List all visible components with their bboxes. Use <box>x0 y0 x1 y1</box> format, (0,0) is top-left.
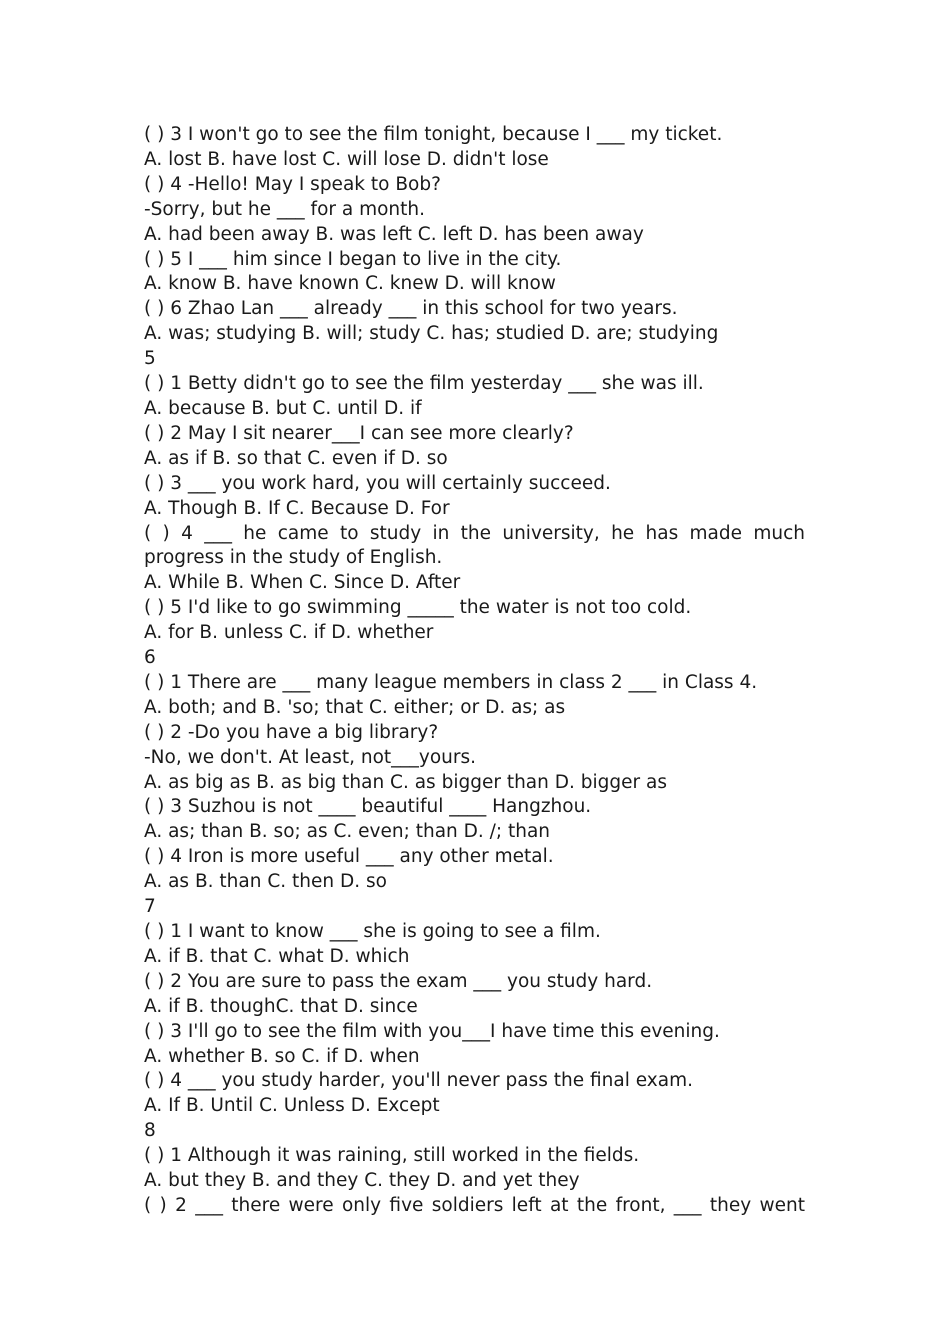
question-text: ( ) 3 Suzhou is not ____ beautiful ____ Hangzhou. <box>144 796 592 818</box>
options-line: A. but they B. and they C. they D. and yet they <box>144 1170 580 1192</box>
section-number-7: 7 <box>144 896 156 918</box>
options-line: A. lost B. have lost C. will lose D. didn't lose <box>144 148 549 170</box>
question-text: ( ) 2 -Do you have a big library? <box>144 721 439 743</box>
options-line: A. as B. than C. then D. so <box>144 871 387 893</box>
question-text-continuation: progress in the study of English. <box>144 547 443 569</box>
question-text: ( ) 1 Although it was raining, still worked in the fields. <box>144 1145 640 1167</box>
options-line: A. both; and B. 'so; that C. either; or D. as; as <box>144 696 566 718</box>
question-4-header: ( ) 4 -Hello! May I speak to Bob? <box>144 173 441 195</box>
question-text: ( ) 1 There are ___ many league members in class 2 ___ in Class 4. <box>144 671 758 693</box>
question-text: ( ) 3 I'll go to see the film with you___I have time this evening. <box>144 1020 720 1042</box>
options-line: A. If B. Until C. Unless D. Except <box>144 1095 440 1117</box>
question-text: ( ) 5 I'd like to go swimming _____ the water is not too cold. <box>144 597 692 619</box>
question-text: ( ) 3 ___ you work hard, you will certainly succeed. <box>144 472 611 494</box>
options-line: A. if B. thoughC. that D. since <box>144 995 418 1017</box>
section-number-6: 6 <box>144 647 156 669</box>
options-line: A. as big as B. as big than C. as bigger than D. bigger as <box>144 771 667 793</box>
question-3-header: ( ) 3 I won't go to see the film tonight, because I ___ my ticket. <box>144 124 723 145</box>
options-line: A. if B. that C. what D. which <box>144 945 410 967</box>
question-text: ( ) 2 May I sit nearer___I can see more clearly? <box>144 422 574 444</box>
document-page <box>144 123 805 1219</box>
question-text: ( ) 1 Betty didn't go to see the film yesterday ___ she was ill. <box>144 373 704 395</box>
options-line: A. whether B. so C. if D. when <box>144 1045 420 1067</box>
options-line: A. was; studying B. will; study C. has; studied D. are; studying <box>144 323 719 345</box>
options-line: A. Though B. If C. Because D. For <box>144 497 450 519</box>
question-text: ( ) 2 You are sure to pass the exam ___ you study hard. <box>144 970 653 992</box>
options-line: A. for B. unless C. if D. whether <box>144 622 434 644</box>
section-number-8: 8 <box>144 1120 156 1142</box>
section-number-5: 5 <box>144 348 156 370</box>
options-line: A. as if B. so that C. even if D. so <box>144 447 448 469</box>
question-text: ( ) 4 Iron is more useful ___ any other metal. <box>144 846 554 868</box>
options-line: A. as; than B. so; as C. even; than D. /; than <box>144 821 551 843</box>
options-line: A. because B. but C. until D. if <box>144 397 422 419</box>
question-text: ( ) 1 I want to know ___ she is going to see a film. <box>144 921 601 942</box>
question-text: -No, we don't. At least, not___yours. <box>144 746 477 768</box>
options-line: A. had been away B. was left C. left D. has been away <box>144 223 644 245</box>
options-line: A. know B. have known C. knew D. will know <box>144 273 556 295</box>
question-text: -Sorry, but he ___ for a month. <box>144 198 426 220</box>
question-text-justified: ( ) 2 ___ there were only five soldiers left at the front, ___ they went <box>144 1194 805 1216</box>
question-text: ( ) 4 ___ you study harder, you'll never pass the final exam. <box>144 1070 693 1092</box>
question-5-header: ( ) 5 I ___ him since I began to live in the city. <box>144 248 562 270</box>
options-line: A. While B. When C. Since D. After <box>144 572 461 594</box>
question-6-header: ( ) 6 Zhao Lan ___ already ___ in this school for two years. <box>144 298 678 320</box>
question-text-justified: ( ) 4 ___ he came to study in the university, he has made much <box>144 522 805 544</box>
